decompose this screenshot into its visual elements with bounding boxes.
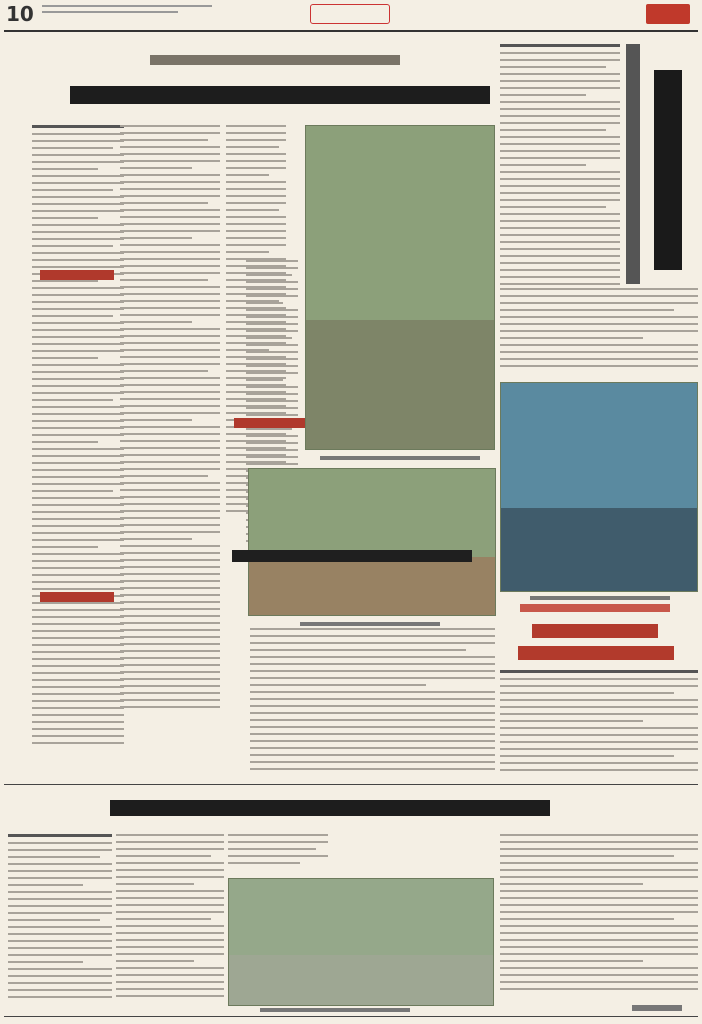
photo-diners xyxy=(248,468,496,616)
commentary-headline xyxy=(232,550,472,562)
concert-story-kicker xyxy=(626,44,640,284)
bottom-story-body-col3 xyxy=(228,834,328,874)
photo-hikers xyxy=(305,125,495,450)
lead-subhead-3 xyxy=(234,418,308,428)
lead-story-headline xyxy=(70,86,490,104)
bottom-story-body-col4 xyxy=(500,834,698,1004)
photo-hikers-caption xyxy=(320,456,480,460)
issue-meta xyxy=(42,5,212,21)
newspaper-logo xyxy=(646,4,690,24)
lead-story-body-col2 xyxy=(120,125,220,765)
bottom-story-body-col1 xyxy=(8,834,112,1009)
photo-campus-aerial xyxy=(228,878,494,1006)
footer-rule xyxy=(4,1016,698,1017)
section-name-tab xyxy=(310,4,390,24)
section-divider xyxy=(4,784,698,785)
tech-story-headline-block xyxy=(498,604,698,664)
photo-campus-caption xyxy=(260,1008,410,1012)
bottom-story-headline xyxy=(110,800,550,816)
tech-story-kicker xyxy=(520,604,670,612)
concert-story-body-mid xyxy=(500,288,698,378)
photo-concert-caption xyxy=(530,596,670,600)
photo-concert-singer xyxy=(500,382,698,592)
header-rule xyxy=(4,30,698,32)
bottom-story-body-col2 xyxy=(116,834,224,1009)
tech-story-body xyxy=(500,670,698,780)
lead-story-body-col5 xyxy=(250,628,495,778)
masthead xyxy=(0,0,702,30)
concert-story-headline xyxy=(648,70,688,270)
lead-subhead-1 xyxy=(40,270,114,280)
tech-story-headline-line2 xyxy=(518,646,674,660)
tech-story-headline-line1 xyxy=(532,624,658,638)
lead-story-body-col1 xyxy=(32,125,124,765)
lead-subhead-2 xyxy=(40,592,114,602)
editor-credit xyxy=(632,1005,682,1011)
photo-diners-caption xyxy=(300,622,440,626)
lead-story-kicker xyxy=(150,55,400,65)
page-number: 10 xyxy=(6,2,34,26)
concert-story-body-top xyxy=(500,44,620,284)
